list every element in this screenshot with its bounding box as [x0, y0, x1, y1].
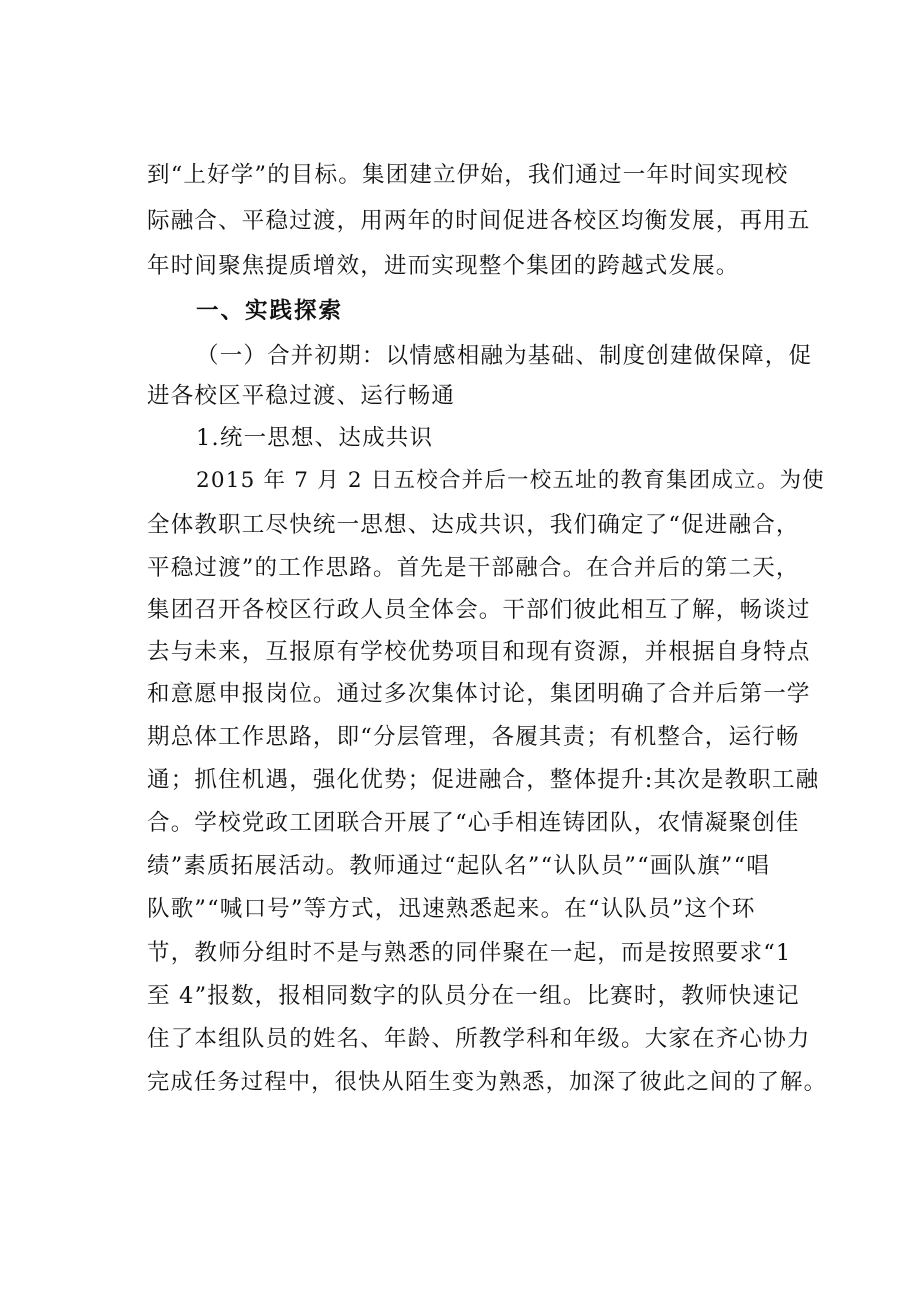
- body-text-line: 集团召开各校区行政人员全体会。干部们彼此相互了解，畅谈过: [147, 597, 811, 623]
- body-text-line: 绩”素质拓展活动。教师通过“起队名”“认队员”“画队旗”“唱: [147, 853, 771, 879]
- body-text-line: 合。学校党政工团联合开展了“心手相连铸团队，农情凝聚创佳: [147, 810, 800, 836]
- body-text-line: 2015 年 7 月 2 日五校合并后一校五址的教育集团成立。为使: [196, 468, 825, 493]
- body-text-line: 期总体工作思路，即“分层管理，各履其责；有机整合，运行畅: [147, 724, 800, 750]
- body-text-line: 年时间聚焦提质增效，进而实现整个集团的跨越式发展。: [147, 253, 740, 279]
- body-text-line: 和意愿申报岗位。通过多次集体讨论，集团明确了合并后第一学: [147, 681, 811, 707]
- body-text-line: 住了本组队员的姓名、年龄、所教学科和年级。大家在齐心协力: [147, 1026, 811, 1052]
- section-heading: 一、实践探索: [196, 298, 344, 324]
- body-text-line: 全体教职工尽快统一思想、达成共识，我们确定了“促进融合，: [147, 512, 800, 538]
- body-text-line: 队歌”“喊口号”等方式，迅速熟悉起来。在“认队员”这个环: [147, 896, 756, 922]
- body-text-line: 去与未来，互报原有学校优势项目和现有资源，并根据自身特点: [147, 639, 811, 665]
- body-text-line: 到“上好学”的目标。集团建立伊始，我们通过一年时间实现校: [147, 162, 789, 188]
- point-heading: 1.统一思想、达成共识: [196, 425, 434, 451]
- subsection-heading-continued: 进各校区平稳过渡、运行畅通: [147, 383, 456, 409]
- body-text-line: 际融合、平稳过渡，用两年的时间促进各校区均衡发展，再用五: [147, 208, 811, 234]
- body-text-line: 平稳过渡”的工作思路。首先是干部融合。在合并后的第二天，: [147, 555, 800, 581]
- subsection-heading: （一）合并初期：以情感相融为基础、制度创建做保障，促: [196, 343, 813, 369]
- body-text-line: 至 4”报数，报相同数字的队员分在一组。比赛时，教师快速记: [147, 983, 800, 1009]
- body-text-line: 通；抓住机遇，强化优势；促进融合，整体提升:其次是教职工融: [147, 767, 820, 793]
- body-text-line: 完成任务过程中，很快从陌生变为熟悉，加深了彼此之间的了解。: [147, 1069, 828, 1095]
- body-text-line: 节，教师分组时不是与熟悉的同伴聚在一起，而是按照要求“1: [147, 940, 792, 966]
